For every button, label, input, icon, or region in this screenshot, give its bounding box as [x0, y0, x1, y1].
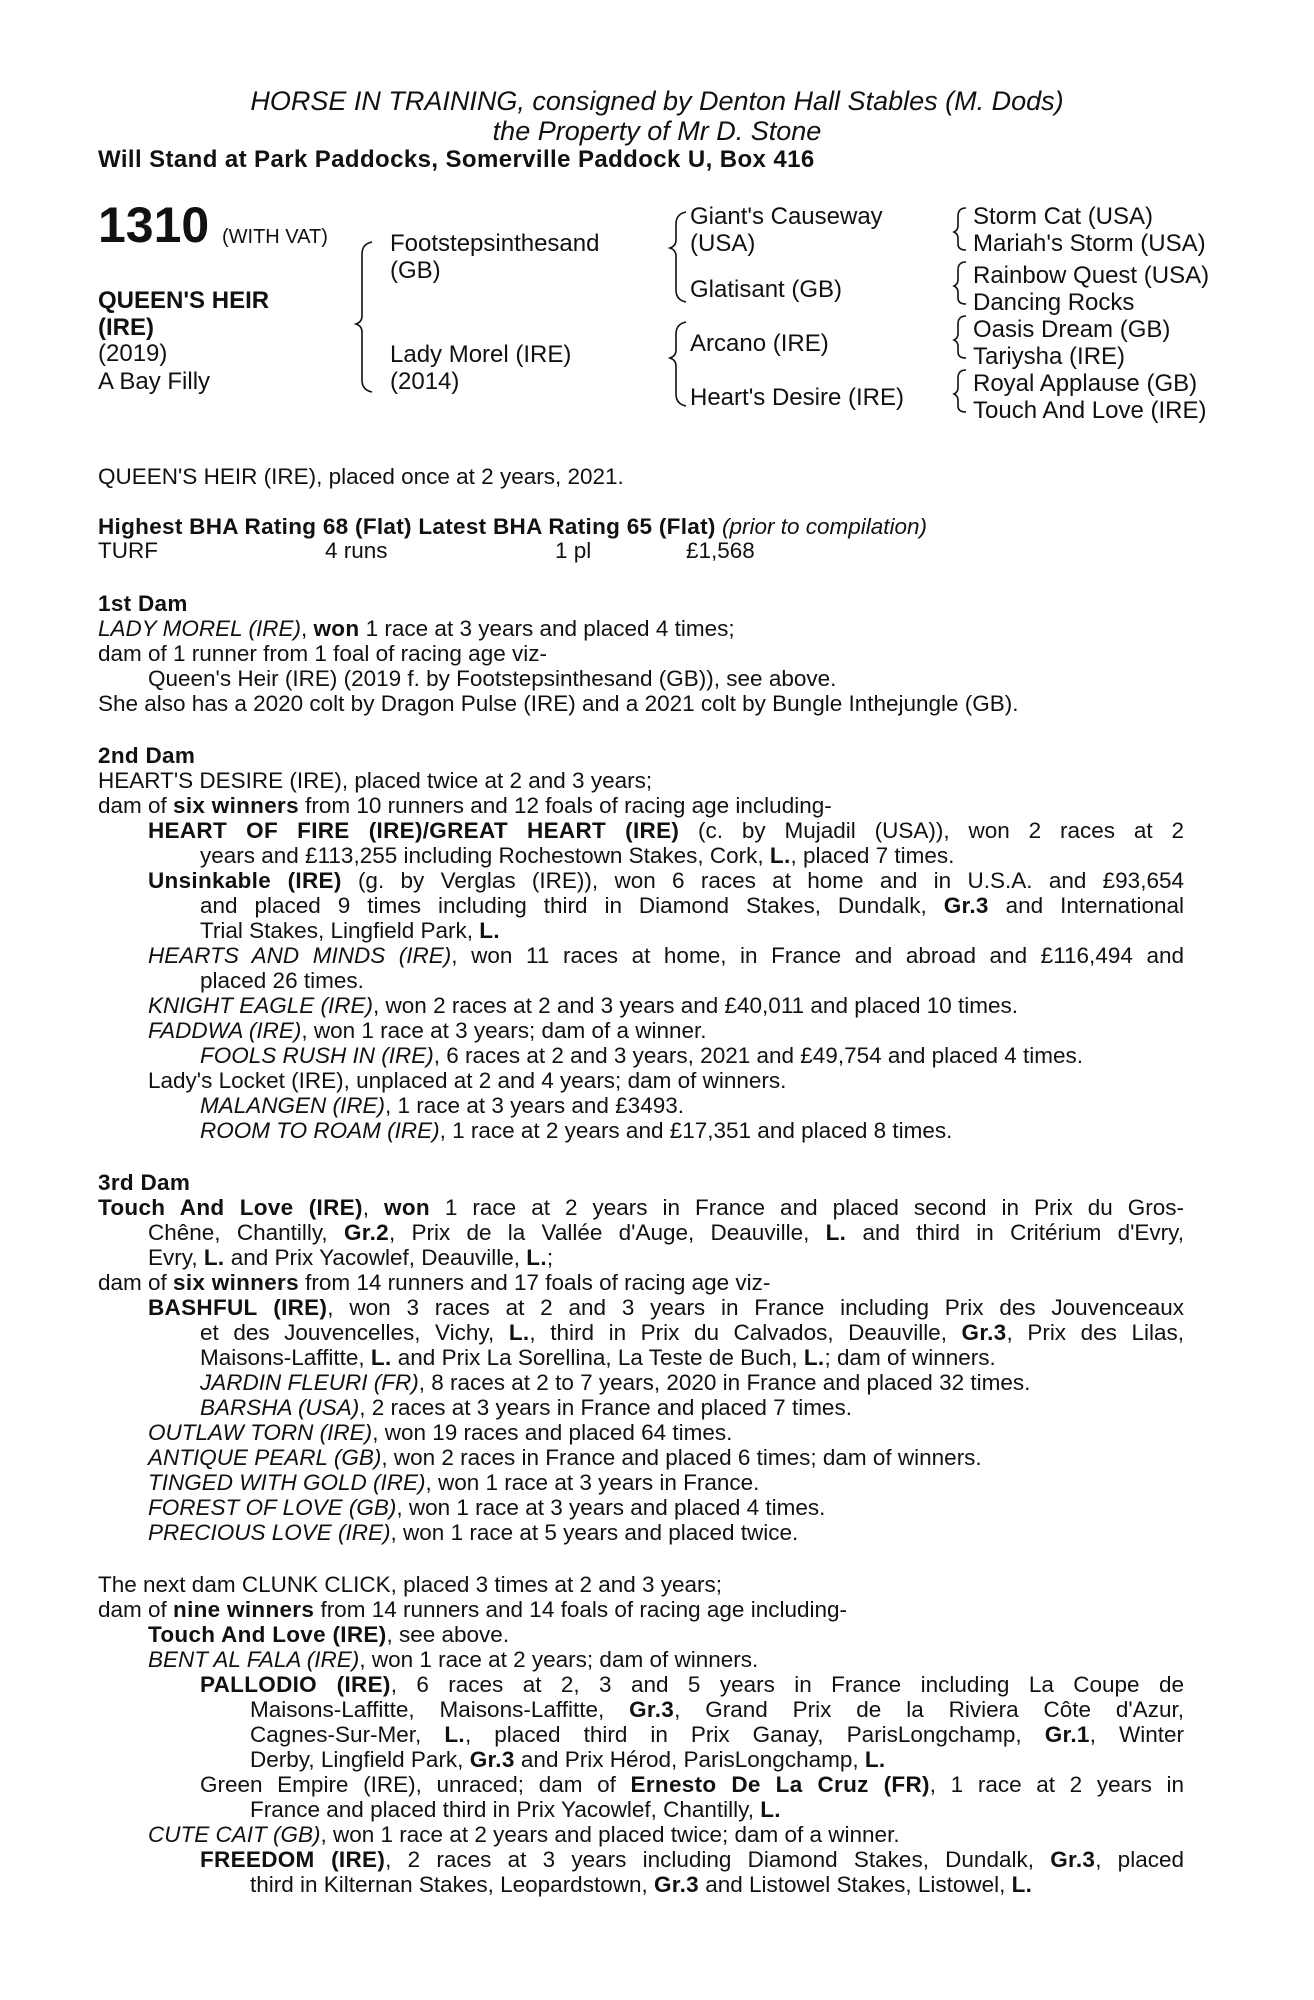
record-text: 1 race at 2 years in France and placed second in Prix du Gros- [429, 1195, 1185, 1220]
produce-entry [200, 1847, 1184, 1872]
sire-name [390, 230, 599, 284]
horse-name: MALANGEN (IRE) [200, 1093, 386, 1118]
record-text: , won 19 races and placed 64 times. [372, 1420, 733, 1445]
sep: , [362, 1195, 385, 1220]
sire-dam: Glatisant (GB) [690, 276, 843, 303]
horse-name: CUTE CAIT (GB) [148, 1822, 321, 1847]
race-summary: QUEEN'S HEIR (IRE), placed once at 2 years, 2021. [98, 464, 624, 489]
sire-sire-line: Giant's Causeway [690, 203, 883, 230]
produce-entry [148, 1445, 982, 1470]
record-text: , won 2 races at 2 and 3 years and £40,011 and placed 10 times. [373, 993, 1019, 1018]
produce-entry [148, 1470, 759, 1495]
text: , Prix des Lilas, [1006, 1320, 1184, 1345]
race-grade: L. [825, 1220, 847, 1245]
produce-entry [148, 1018, 707, 1043]
second-dam-heading: 2nd Dam [98, 743, 196, 768]
produce-entry-cont [200, 893, 1184, 918]
text: dam of [98, 1597, 174, 1622]
dam-dam: Heart's Desire (IRE) [690, 384, 904, 411]
record-text: , 8 races at 2 to 7 years, 2020 in France and placed 32 times. [418, 1370, 1031, 1395]
horse-name: OUTLAW TORN (IRE) [148, 1420, 373, 1445]
next-dam-produce-line [98, 1597, 847, 1622]
horse-name: Touch And Love (IRE) [148, 1622, 387, 1647]
race-grade: Gr.3 [943, 893, 989, 918]
record-text: (g. by Verglas (IRE)), won 6 races at home and in U.S.A. and £93,654 [341, 868, 1184, 893]
produce-entry [148, 1520, 798, 1545]
produce-entry [148, 818, 1184, 843]
text: , 1 race at 2 years in [929, 1772, 1184, 1797]
produce-entry [200, 1118, 952, 1143]
won-label: won [384, 1195, 430, 1220]
property-line: the Property of Mr D. Stone [492, 116, 822, 146]
record-text: (c. by Mujadil (USA)), won 2 races at 2 [679, 818, 1184, 843]
text: Cagnes-Sur-Mer, [250, 1722, 445, 1747]
horse-name: FOREST OF LOVE (GB) [148, 1495, 397, 1520]
horse-name: ANTIQUE PEARL (GB) [148, 1445, 382, 1470]
produce-entry-cont [200, 1320, 1184, 1345]
sire-sire-country: (USA) [690, 230, 756, 257]
horse-name: PRECIOUS LOVE (IRE) [148, 1520, 391, 1545]
text: et des Jouvencelles, Vichy, [200, 1320, 509, 1345]
text: , placed 7 times. [790, 843, 955, 868]
race-grade: Gr.3 [629, 1697, 675, 1722]
text: , placed third in Prix Ganay, ParisLongchamp, [464, 1722, 1045, 1747]
text: Maisons-Laffitte, Maisons-Laffitte, [250, 1697, 630, 1722]
dam-sire: Arcano (IRE) [690, 330, 829, 357]
text: , third in Prix du Calvados, Deauville, [529, 1320, 962, 1345]
text: and Prix Yacowlef, Deauville, [224, 1245, 527, 1270]
text: Evry, [148, 1245, 204, 1270]
runs-count: 4 runs [325, 538, 388, 563]
race-grade: L. [864, 1747, 886, 1772]
ancestor-dds: Royal Applause (GB) [973, 370, 1198, 397]
produce-entry [200, 1672, 1184, 1697]
rating-line [98, 514, 927, 539]
horse-name: Touch And Love (IRE) [98, 1195, 363, 1220]
produce-entry [200, 1043, 1083, 1068]
next-dam-line: The next dam CLUNK CLICK, placed 3 times at 2 and 3 years; [98, 1572, 723, 1597]
sire-name-line: Footstepsinthesand [390, 230, 600, 257]
stabling-line: Will Stand at Park Paddocks, Somerville Paddock U, Box 416 [98, 146, 815, 173]
produce-entry-cont [250, 1747, 885, 1772]
produce-entry-cont [250, 1797, 781, 1822]
ancestor-sss: Storm Cat (USA) [973, 203, 1154, 230]
text: ; dam of winners. [824, 1345, 996, 1370]
ancestor-sdd: Dancing Rocks [973, 289, 1135, 316]
dam-name [390, 341, 571, 395]
produce-entry-cont [200, 918, 500, 943]
text: and Listowel Stakes, Listowel, [698, 1872, 1012, 1897]
third-dam-produce-line [98, 1270, 770, 1295]
produce-entry [148, 943, 1184, 968]
produce-entry-cont [250, 1872, 1032, 1897]
horse-name: BASHFUL (IRE) [148, 1295, 328, 1320]
text: Chêne, Chantilly, [148, 1220, 344, 1245]
horse-name: FREEDOM (IRE) [200, 1847, 386, 1872]
produce-entry: Lady's Locket (IRE), unplaced at 2 and 4 years; dam of winners. [148, 1068, 787, 1093]
record-text: , won 3 races at 2 and 3 years in France including Prix des Jouvenceaux [327, 1295, 1184, 1320]
young-stock-note: She also has a 2020 colt by Dragon Pulse (IRE) and a 2021 colt by Bungle Inthejungle (GB). [98, 691, 1019, 716]
text: Trial Stakes, Lingfield Park, [200, 918, 480, 943]
record-text: , won 1 race at 2 years; dam of winners. [359, 1647, 759, 1672]
text: from 14 runners and 17 foals of racing age viz- [298, 1270, 771, 1295]
record-text: , see above. [386, 1622, 510, 1647]
race-grade: Gr.3 [653, 1872, 699, 1897]
horse-name: BARSHA (USA) [200, 1395, 360, 1420]
produce-entry [148, 1622, 509, 1647]
horse-name: TINGED WITH GOLD (IRE) [148, 1470, 426, 1495]
third-dam-line-cont [148, 1220, 1184, 1245]
record-text: , 1 race at 3 years and £3493. [385, 1093, 684, 1118]
record-text: 1 race at 3 years and placed 4 times; [359, 616, 735, 641]
dam-name-line: Lady Morel (IRE) [390, 341, 572, 368]
winners-count: six winners [173, 793, 299, 818]
race-grade: Gr.1 [1044, 1722, 1090, 1747]
horse-name: KNIGHT EAGLE (IRE) [148, 993, 374, 1018]
text: , placed [1095, 1847, 1184, 1872]
horse-year: (2019) [98, 340, 168, 367]
sire-sire [690, 203, 883, 257]
race-grade: L. [370, 1345, 392, 1370]
text: dam of [98, 793, 174, 818]
record-text: , won 1 race at 3 years and placed 4 times. [396, 1495, 826, 1520]
record-text: , won 1 race at 3 years; dam of a winner. [301, 1018, 707, 1043]
record-text: , 2 races at 3 years in France and placed 7 times. [359, 1395, 852, 1420]
horse-name: Ernesto De La Cruz (FR) [630, 1772, 930, 1797]
third-dam-heading: 3rd Dam [98, 1170, 191, 1195]
race-grade: Gr.3 [469, 1747, 515, 1772]
earnings: £1,568 [686, 538, 755, 563]
record-text: , won 2 races in France and placed 6 times; dam of winners. [381, 1445, 982, 1470]
sire-country: (GB) [390, 257, 441, 284]
horse-name: ROOM TO ROAM (IRE) [200, 1118, 440, 1143]
horse-name: BENT AL FALA (IRE) [148, 1647, 360, 1672]
ancestor-dsd: Tariysha (IRE) [973, 343, 1126, 370]
produce-entry [148, 1495, 825, 1520]
produce-entry [200, 1395, 852, 1420]
text: and placed 9 times including third in Diamond Stakes, Dundalk, [200, 893, 944, 918]
record-text: , won 1 race at 3 years in France. [425, 1470, 760, 1495]
ancestor-sds: Rainbow Quest (USA) [973, 262, 1210, 289]
record-text: , 6 races at 2, 3 and 5 years in France including La Coupe de [390, 1672, 1184, 1697]
text: and third in Critérium d'Evry, [846, 1220, 1184, 1245]
rating-note: (prior to compilation) [721, 514, 928, 539]
record-text: , 2 races at 3 years including Diamond Stakes, Dundalk, [385, 1847, 1051, 1872]
produce-entry-cont [250, 1722, 1184, 1747]
horse-name: FOOLS RUSH IN (IRE) [200, 1043, 434, 1068]
produce-entry-cont [200, 843, 954, 868]
produce-entry [200, 1370, 1030, 1395]
text: , Prix de la Vallée d'Auge, Deauville, [388, 1220, 826, 1245]
record-text: , won 11 races at home, in France and abroad and £116,494 and [451, 943, 1184, 968]
horse-name: PALLODIO (IRE) [200, 1672, 391, 1697]
race-grade: L. [1011, 1872, 1033, 1897]
produce-entry [148, 993, 1018, 1018]
text: ; [546, 1245, 554, 1270]
horse-description: A Bay Filly [98, 368, 211, 395]
vat-note: (WITH VAT) [222, 226, 328, 248]
record-text: , won 1 race at 2 years and placed twice; dam of a winner. [320, 1822, 900, 1847]
text: , Winter [1089, 1722, 1184, 1747]
race-grade: L. [760, 1797, 781, 1822]
record-text: , 1 race at 2 years and £17,351 and placed 8 times. [439, 1118, 953, 1143]
race-grade: L. [508, 1320, 530, 1345]
first-dam-line [98, 616, 735, 641]
first-dam-heading: 1st Dam [98, 591, 188, 616]
lot-number: 1310 [98, 197, 210, 253]
race-grade: L. [203, 1245, 225, 1270]
horse-name: LADY MOREL (IRE) [98, 616, 301, 641]
rating-label: Highest BHA Rating 68 (Flat) Latest BHA Rating 65 (Flat) [98, 514, 716, 539]
ancestor-ddd: Touch And Love (IRE) [973, 397, 1207, 424]
record-text: , 6 races at 2 and 3 years, 2021 and £49,754 and placed 4 times. [433, 1043, 1083, 1068]
ancestor-dss: Oasis Dream (GB) [973, 316, 1171, 343]
horse-name: HEART OF FIRE (IRE)/GREAT HEART (IRE) [148, 818, 680, 843]
text: Green Empire (IRE), unraced; dam of [200, 1772, 631, 1797]
winners-count: nine winners [173, 1597, 315, 1622]
race-grade: Gr.2 [343, 1220, 389, 1245]
text: , Grand Prix de la Riviera Côte d'Azur, [674, 1697, 1184, 1722]
race-grade: Gr.3 [1050, 1847, 1096, 1872]
second-dam-line: HEART'S DESIRE (IRE), placed twice at 2 and 3 years; [98, 768, 653, 793]
ancestor-ssd: Mariah's Storm (USA) [973, 230, 1206, 257]
produce-entry [200, 1093, 684, 1118]
produce-entry-cont [200, 1345, 996, 1370]
produce-entry: Queen's Heir (IRE) (2019 f. by Footstepsinthesand (GB)), see above. [148, 666, 837, 691]
produce-entry [148, 1822, 900, 1847]
text: and International [988, 893, 1184, 918]
text: dam of [98, 1270, 174, 1295]
third-dam-line [98, 1195, 1184, 1220]
text: Derby, Lingfield Park, [250, 1747, 470, 1772]
text: and Prix Hérod, ParisLongchamp, [514, 1747, 865, 1772]
surface-label: TURF [98, 538, 158, 563]
text: Maisons-Laffitte, [200, 1345, 371, 1370]
horse-name: JARDIN FLEURI (FR) [200, 1370, 419, 1395]
text: from 14 runners and 14 foals of racing age including- [314, 1597, 848, 1622]
race-grade: L. [479, 918, 500, 943]
winners-count: six winners [173, 1270, 299, 1295]
horse-name: HEARTS AND MINDS (IRE) [148, 943, 452, 968]
horse-name: FADDWA (IRE) [148, 1018, 302, 1043]
produce-entry [148, 1647, 758, 1672]
race-grade: L. [803, 1345, 825, 1370]
text: years and £113,255 including Rochestown Stakes, Cork, [200, 843, 770, 868]
text: from 10 runners and 12 foals of racing age including- [298, 793, 832, 818]
text: France and placed third in Prix Yacowlef, Chantilly, [250, 1797, 761, 1822]
horse-country: (IRE) [98, 314, 154, 341]
dam-year: (2014) [390, 368, 460, 395]
placed-count: 1 pl [555, 538, 592, 563]
text: and Prix La Sorellina, La Teste de Buch, [391, 1345, 804, 1370]
produce-entry [148, 1420, 732, 1445]
race-grade: L. [526, 1245, 547, 1270]
third-dam-line-cont [148, 1245, 553, 1270]
record-text: , won 1 race at 5 years and placed twice. [390, 1520, 799, 1545]
produce-entry-cont [250, 1697, 1184, 1722]
first-dam-produce-line: dam of 1 runner from 1 foal of racing age viz- [98, 641, 547, 666]
race-grade: L. [769, 843, 791, 868]
race-grade: L. [444, 1722, 465, 1747]
race-grade: Gr.3 [961, 1320, 1007, 1345]
produce-entry-cont: placed 26 times. [200, 968, 364, 993]
text: third in Kilternan Stakes, Leopardstown, [250, 1872, 654, 1897]
horse-name: QUEEN'S HEIR [98, 287, 270, 314]
horse-name: Unsinkable (IRE) [148, 868, 342, 893]
produce-entry [148, 868, 1184, 893]
produce-entry [148, 1295, 1184, 1320]
second-dam-produce-line [98, 793, 832, 818]
consignor-line: HORSE IN TRAINING, consigned by Denton Hall Stables (M. Dods) [250, 86, 1064, 116]
produce-entry [200, 1772, 1184, 1797]
won-label: won [313, 616, 360, 641]
sep: , [300, 616, 314, 641]
